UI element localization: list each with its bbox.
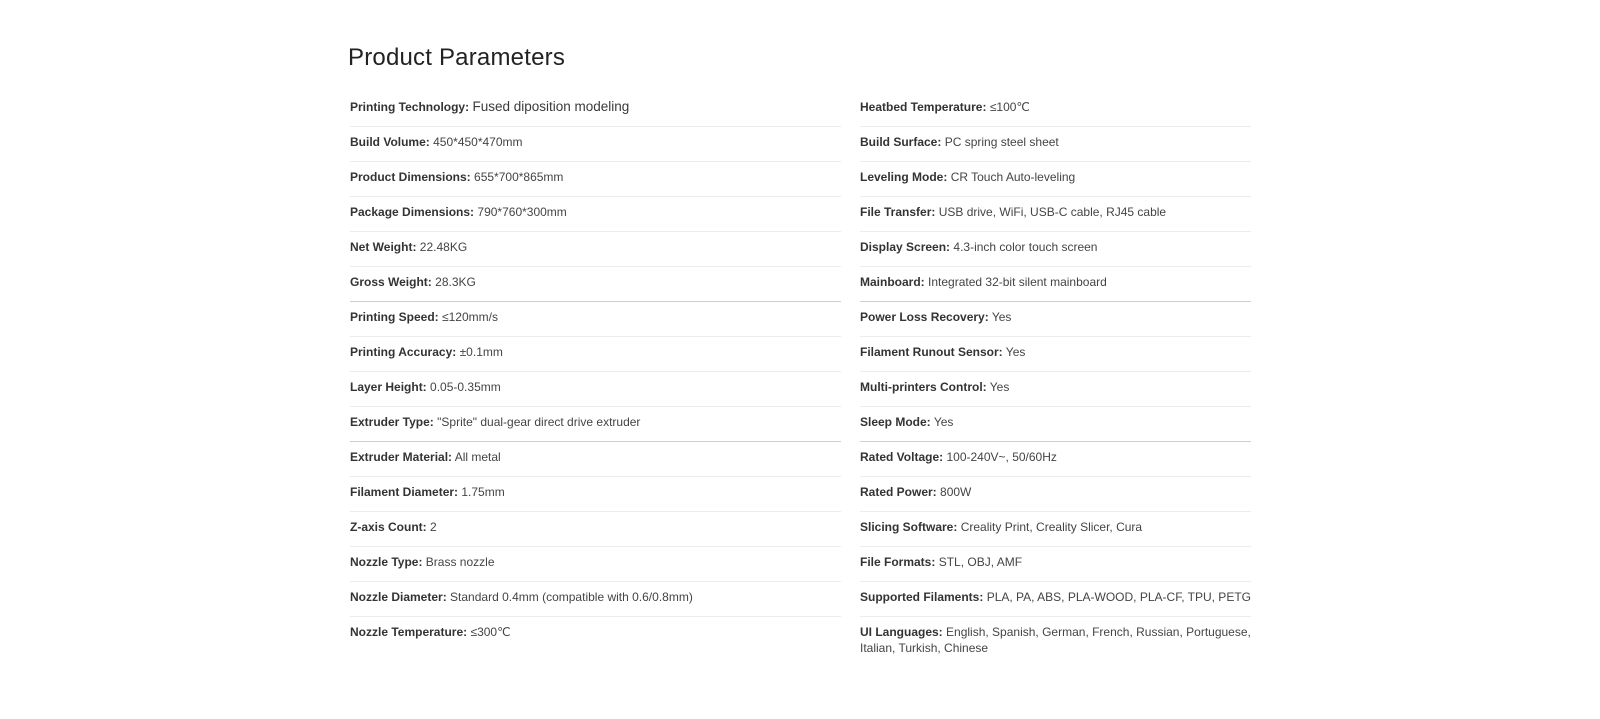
param-value: Fused diposition modeling (472, 99, 630, 114)
param-row (860, 582, 1251, 617)
param-row (350, 127, 841, 162)
param-row (860, 162, 1251, 197)
param-value: PC spring steel sheet (944, 135, 1059, 149)
param-label: Power Loss Recovery: (860, 310, 989, 324)
param-label: Sleep Mode: (860, 415, 931, 429)
param-label: Rated Power: (860, 485, 937, 499)
param-value: 4.3-inch color touch screen (953, 240, 1098, 254)
param-row (860, 197, 1251, 232)
param-label: Extruder Material: (350, 450, 453, 464)
param-value: STL, OBJ, AMF (938, 555, 1023, 569)
param-row (350, 372, 841, 407)
param-row (350, 512, 841, 547)
parameters-column-left (350, 92, 841, 640)
param-row (860, 477, 1251, 512)
param-label: Heatbed Temperature: (860, 100, 987, 114)
param-row (350, 162, 841, 197)
param-row (860, 372, 1251, 407)
param-value: Standard 0.4mm (compatible with 0.6/0.8mm) (450, 590, 693, 604)
param-value: Yes (1005, 345, 1026, 359)
param-label: Printing Technology: (350, 100, 470, 114)
section-title: Product Parameters (348, 44, 566, 71)
param-label: Supported Filaments: (860, 590, 984, 604)
param-row (860, 232, 1251, 267)
param-row (860, 442, 1251, 477)
param-label: Layer Height: (350, 380, 427, 394)
param-value: All metal (454, 450, 501, 464)
param-value: USB drive, WiFi, USB-C cable, RJ45 cable (938, 205, 1167, 219)
param-label: UI Languages: (860, 625, 943, 639)
param-value: 800W (940, 485, 972, 499)
param-label: Build Surface: (860, 135, 942, 149)
param-row (860, 302, 1251, 337)
param-label: Printing Speed: (350, 310, 439, 324)
param-label: Filament Diameter: (350, 485, 459, 499)
param-value: CR Touch Auto-leveling (950, 170, 1076, 184)
param-row (860, 547, 1251, 582)
param-label: Filament Runout Sensor: (860, 345, 1003, 359)
param-label: Display Screen: (860, 240, 951, 254)
param-value: English, Spanish, German, French, Russian, Portuguese, Italian, Turkish, Chinese (860, 625, 1251, 655)
param-label: File Transfer: (860, 205, 936, 219)
param-label: Printing Accuracy: (350, 345, 457, 359)
param-value: 790*760*300mm (477, 205, 567, 219)
param-value: 22.48KG (419, 240, 468, 254)
param-label: Rated Voltage: (860, 450, 944, 464)
param-value: Brass nozzle (425, 555, 495, 569)
param-value: ±0.1mm (459, 345, 503, 359)
param-row (350, 337, 841, 372)
param-label: Slicing Software: (860, 520, 958, 534)
param-row (350, 477, 841, 512)
param-label: Leveling Mode: (860, 170, 948, 184)
param-value: 2 (430, 520, 437, 534)
param-label: Net Weight: (350, 240, 417, 254)
param-label: Product Dimensions: (350, 170, 471, 184)
param-row (350, 617, 841, 640)
param-value: 28.3KG (435, 275, 476, 289)
param-label: Gross Weight: (350, 275, 432, 289)
param-row (350, 267, 841, 302)
param-label: Z-axis Count: (350, 520, 427, 534)
param-row (350, 302, 841, 337)
param-value: PLA, PA, ABS, PLA-WOOD, PLA-CF, TPU, PETG (986, 590, 1251, 604)
param-value: ≤300℃ (470, 625, 511, 639)
param-value: Creality Print, Creality Slicer, Cura (960, 520, 1143, 534)
param-value: Yes (989, 380, 1010, 394)
param-row (350, 442, 841, 477)
param-value: "Sprite" dual-gear direct drive extruder (437, 415, 641, 429)
param-label: Nozzle Temperature: (350, 625, 468, 639)
param-value: Yes (933, 415, 954, 429)
param-label: Extruder Type: (350, 415, 434, 429)
param-row (860, 127, 1251, 162)
param-row (860, 267, 1251, 302)
param-label: Multi-printers Control: (860, 380, 987, 394)
param-value: Yes (991, 310, 1012, 324)
param-row (860, 407, 1251, 442)
param-row (350, 232, 841, 267)
param-value: ≤120mm/s (442, 310, 498, 324)
param-row (350, 407, 841, 442)
param-row (350, 197, 841, 232)
param-value: 450*450*470mm (433, 135, 523, 149)
param-value: ≤100℃ (989, 100, 1030, 114)
param-label: Mainboard: (860, 275, 925, 289)
param-row (350, 582, 841, 617)
param-label: Nozzle Diameter: (350, 590, 447, 604)
param-label: Build Volume: (350, 135, 430, 149)
param-row (350, 92, 841, 127)
param-row (860, 512, 1251, 547)
param-row (860, 617, 1251, 656)
parameters-column-right (860, 92, 1251, 656)
param-value: Integrated 32-bit silent mainboard (928, 275, 1107, 289)
param-value: 100-240V~, 50/60Hz (946, 450, 1057, 464)
param-row (860, 337, 1251, 372)
param-value: 655*700*865mm (474, 170, 564, 184)
param-value: 0.05-0.35mm (430, 380, 501, 394)
param-row (860, 92, 1251, 127)
param-label: Nozzle Type: (350, 555, 423, 569)
param-row (350, 547, 841, 582)
param-value: 1.75mm (461, 485, 505, 499)
param-label: Package Dimensions: (350, 205, 475, 219)
param-label: File Formats: (860, 555, 936, 569)
